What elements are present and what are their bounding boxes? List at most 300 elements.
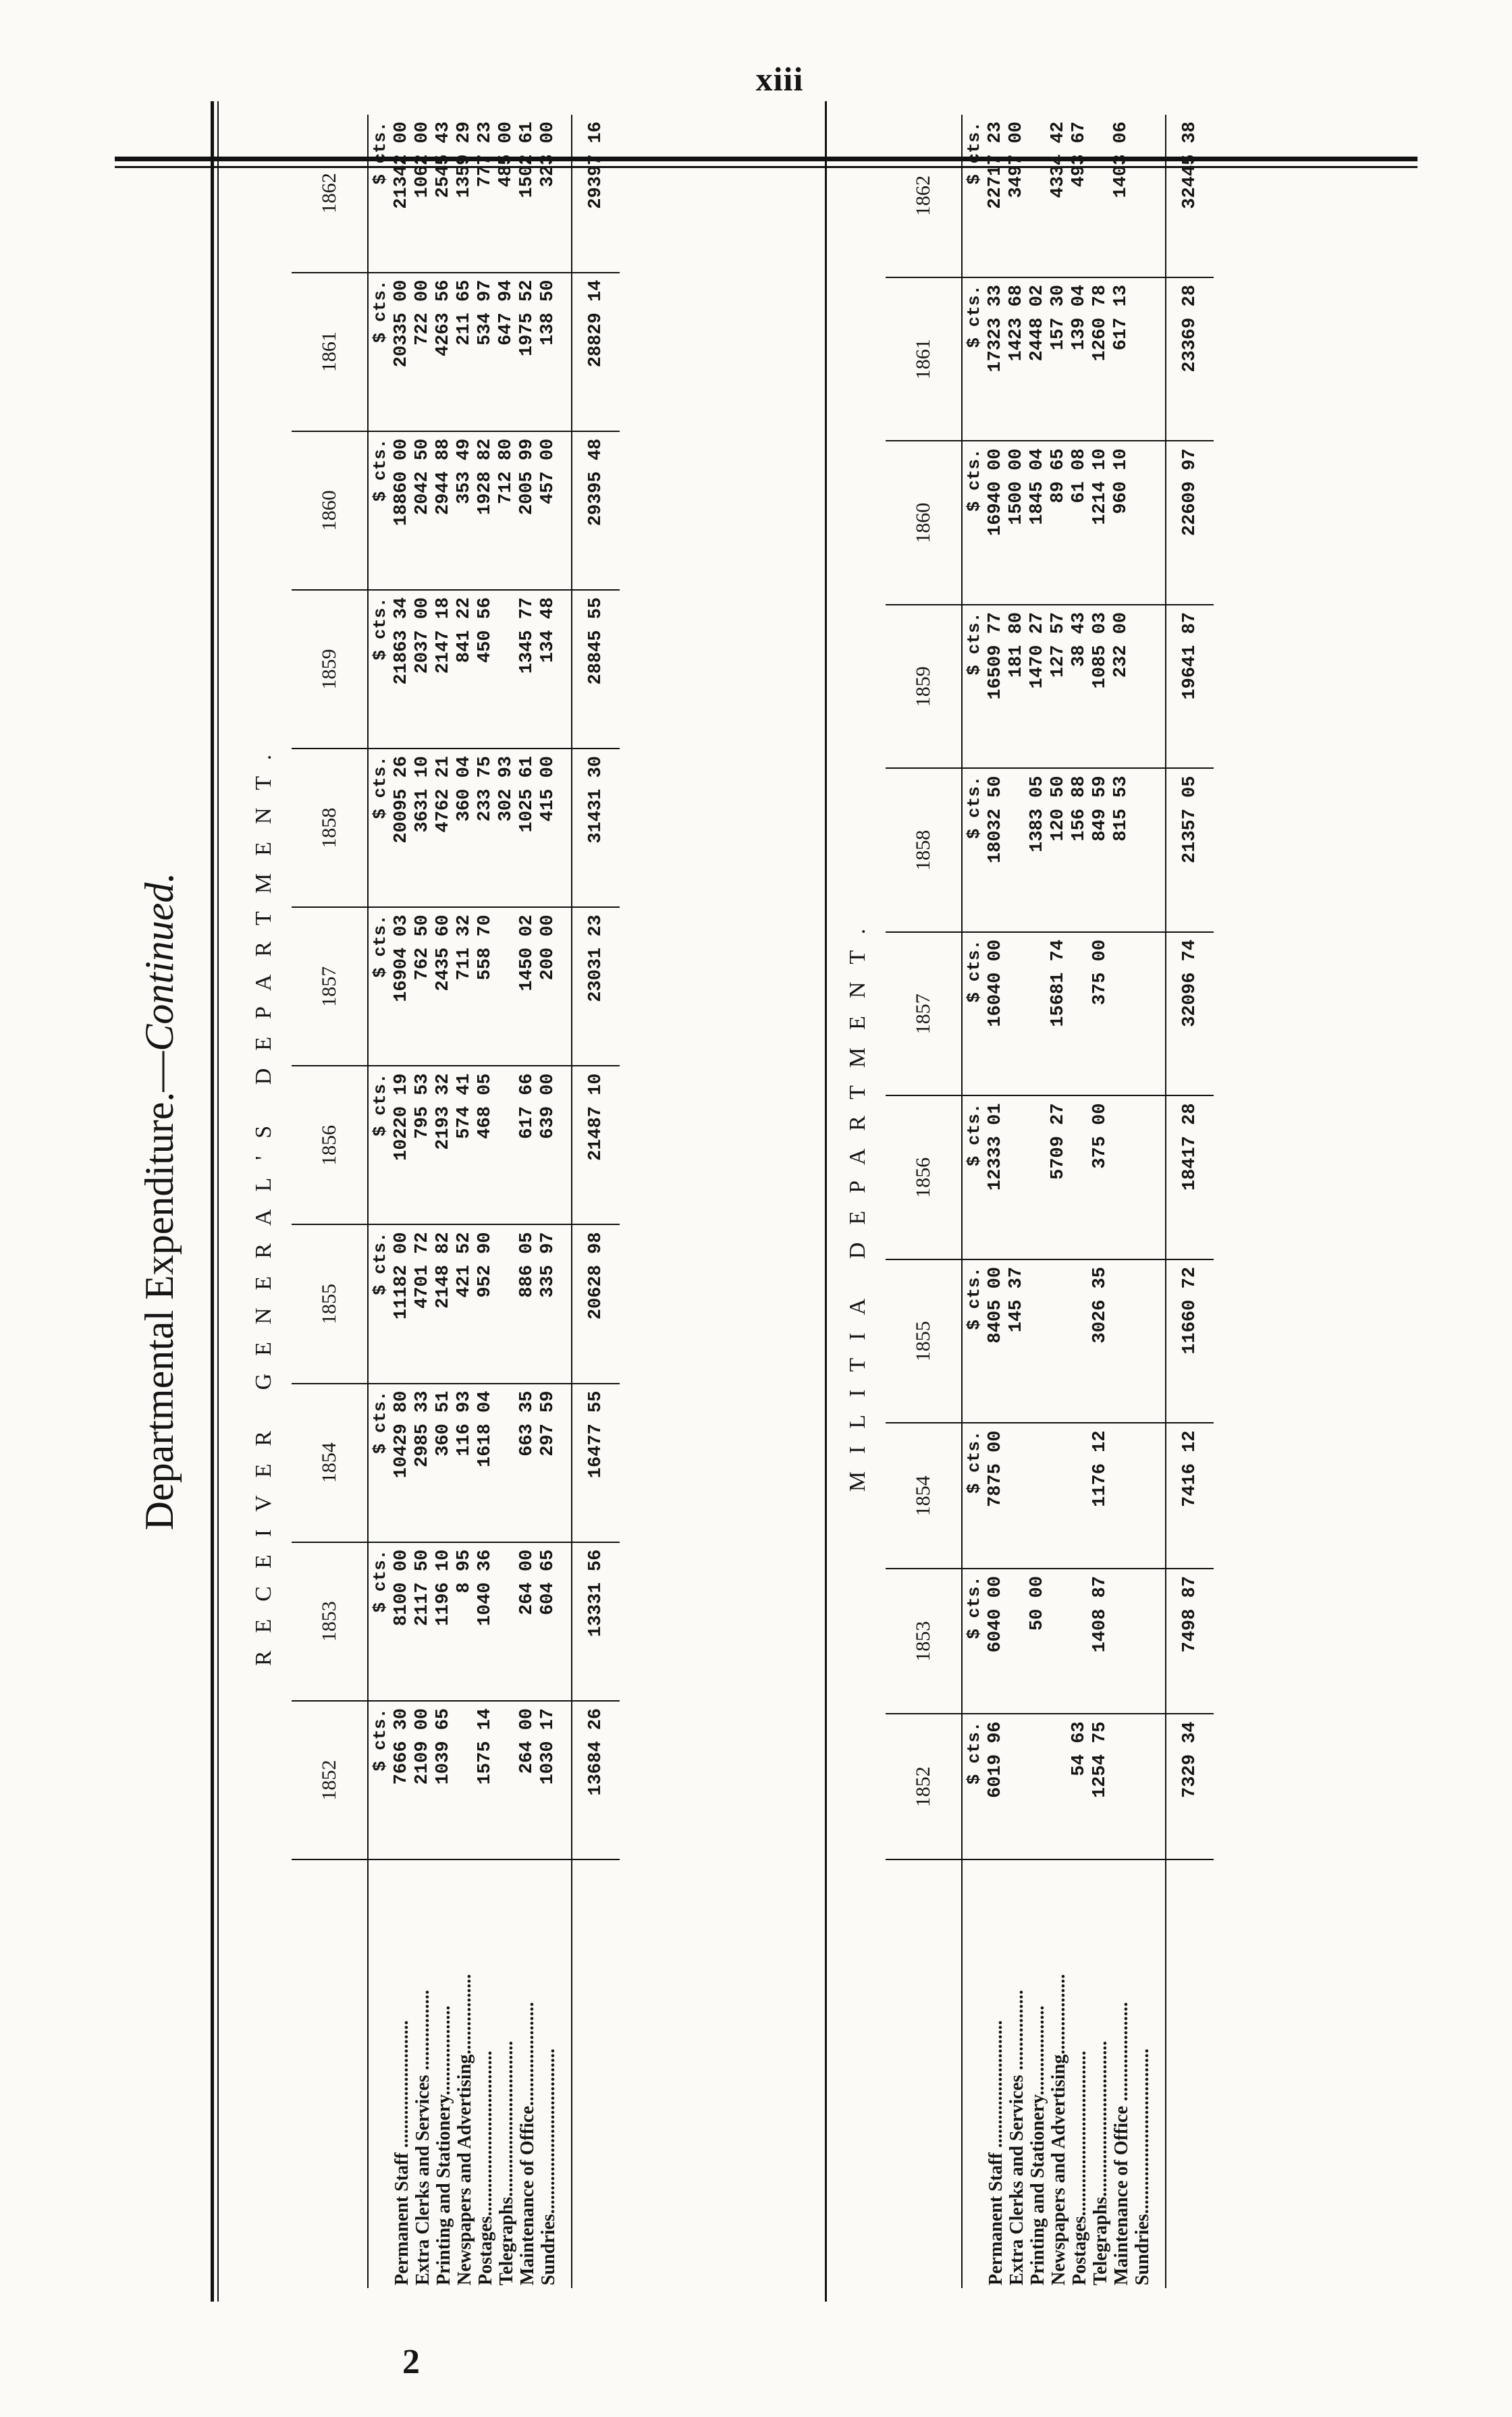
- total-cell: 18417 28: [1166, 1095, 1214, 1259]
- value-cell: [1132, 277, 1153, 441]
- value-cell: [1111, 932, 1132, 1096]
- value-cell: [1090, 115, 1111, 277]
- value-cell: 1040 36: [475, 1542, 496, 1701]
- total-cell: 28829 14: [572, 273, 620, 431]
- value-cell: 120 50: [1048, 768, 1069, 932]
- spacer-cell: [559, 1701, 572, 1859]
- total-cell: 7329 34: [1166, 1714, 1214, 1859]
- table-row: [986, 115, 1006, 2288]
- year-header: 1861: [292, 273, 368, 431]
- table-row: [1132, 115, 1153, 2288]
- table-row: [412, 115, 433, 2288]
- value-cell: 3497 00: [1006, 115, 1027, 277]
- value-cell: [1069, 1423, 1090, 1569]
- year-header: 1856: [292, 1066, 368, 1224]
- value-cell: 604 65: [538, 1542, 559, 1701]
- value-cell: 1030 17: [538, 1701, 559, 1859]
- row-label: Printing and Stationery...................: [433, 2005, 454, 2285]
- value-cell: 1214 10: [1090, 441, 1111, 605]
- value-cell: 762 50: [412, 907, 433, 1066]
- spacer-cell: [1153, 1095, 1166, 1259]
- total-cell: 7498 87: [1166, 1569, 1214, 1714]
- unit-row-label: [368, 1859, 392, 2288]
- value-cell: 16940 00: [986, 441, 1006, 605]
- value-cell: 12333 01: [986, 1095, 1006, 1259]
- total-cell: 11660 72: [1166, 1259, 1214, 1423]
- unit-cell: $ cts.: [962, 932, 986, 1096]
- spacer-cell: [559, 1384, 572, 1542]
- value-cell: 18860 00: [392, 431, 412, 590]
- value-cell: 2944 88: [433, 431, 454, 590]
- value-cell: [1132, 115, 1153, 277]
- total-cell: 32445 38: [1166, 115, 1214, 277]
- value-cell: [1132, 1569, 1153, 1714]
- value-cell: [1048, 1714, 1069, 1859]
- year-header: 1857: [886, 932, 962, 1096]
- spacer-cell: [559, 907, 572, 1066]
- value-cell: 4263 56: [433, 273, 454, 431]
- year-header: 1854: [886, 1423, 962, 1569]
- value-cell: 22717 23: [986, 115, 1006, 277]
- year-header: 1859: [292, 590, 368, 749]
- section-divider: [825, 101, 827, 2302]
- footer-mark: 2: [402, 2343, 420, 2381]
- value-cell: [1132, 441, 1153, 605]
- value-cell: 2005 99: [517, 431, 538, 590]
- value-cell: 181 80: [1006, 605, 1027, 769]
- value-cell: [1006, 768, 1027, 932]
- row-label: Extra Clerks and Services .................: [1006, 1990, 1027, 2285]
- row-label: Newspapers and Advertising.................: [454, 1974, 475, 2285]
- value-cell: 960 10: [1111, 441, 1132, 605]
- year-header: 1860: [886, 441, 962, 605]
- row-label: Telegraphs.................................: [1090, 2040, 1111, 2285]
- spacer-cell: [1153, 1259, 1166, 1423]
- total-cell: 22609 97: [1166, 441, 1214, 605]
- spacer-cell: [559, 1542, 572, 1701]
- value-cell: [1027, 115, 1048, 277]
- value-cell: 617 13: [1111, 277, 1132, 441]
- unit-cell: $ cts.: [368, 1384, 392, 1542]
- table-row: [1111, 115, 1132, 2288]
- value-cell: 663 35: [517, 1384, 538, 1542]
- year-header: 1861: [886, 277, 962, 441]
- value-cell: [1048, 1569, 1069, 1714]
- unit-cell: $ cts.: [962, 1423, 986, 1569]
- spacer-cell: [559, 273, 572, 431]
- table-row: [496, 115, 517, 2288]
- value-cell: 17323 33: [986, 277, 1006, 441]
- value-cell: 639 00: [538, 1066, 559, 1224]
- value-cell: 421 52: [454, 1224, 475, 1383]
- value-cell: [1006, 1569, 1027, 1714]
- value-cell: [1006, 932, 1027, 1096]
- unit-cell: $ cts.: [962, 441, 986, 605]
- value-cell: [496, 1701, 517, 1859]
- title-continued: Continued.: [137, 872, 182, 1052]
- value-cell: 21863 34: [392, 590, 412, 749]
- table-row: [392, 115, 412, 2288]
- row-label: Sundries...................................: [538, 2048, 559, 2285]
- year-header: 1852: [292, 1701, 368, 1859]
- rotated-table-page: [123, 88, 1405, 2315]
- value-cell: 558 70: [475, 907, 496, 1066]
- year-header: 1857: [292, 907, 368, 1066]
- value-cell: 139 04: [1069, 277, 1090, 441]
- value-cell: [1132, 1095, 1153, 1259]
- value-cell: 4701 72: [412, 1224, 433, 1383]
- value-cell: [1132, 932, 1153, 1096]
- value-cell: [1027, 1423, 1048, 1569]
- value-cell: [1132, 605, 1153, 769]
- value-cell: 89 65: [1048, 441, 1069, 605]
- value-cell: [1111, 1095, 1132, 1259]
- spacer-cell: [559, 590, 572, 749]
- value-cell: 485 00: [496, 115, 517, 273]
- year-header: 1858: [886, 768, 962, 932]
- year-header: 1854: [292, 1384, 368, 1542]
- total-cell: 13331 56: [572, 1542, 620, 1701]
- value-cell: 1928 82: [475, 431, 496, 590]
- value-cell: 1383 05: [1027, 768, 1048, 932]
- unit-cell: $ cts.: [962, 1714, 986, 1859]
- value-cell: 6040 00: [986, 1569, 1006, 1714]
- value-cell: [1048, 1423, 1069, 1569]
- label-column-header: [886, 1859, 962, 2288]
- label-column-header: [292, 1859, 368, 2288]
- total-cell: 29395 48: [572, 431, 620, 590]
- value-cell: 2037 00: [412, 590, 433, 749]
- spacer-cell: [1153, 932, 1166, 1096]
- value-cell: 1254 75: [1090, 1714, 1111, 1859]
- value-cell: [1027, 1259, 1048, 1423]
- value-cell: [496, 590, 517, 749]
- unit-cell: $ cts.: [368, 749, 392, 907]
- unit-cell: $ cts.: [962, 115, 986, 277]
- total-cell: 7416 12: [1166, 1423, 1214, 1569]
- value-cell: 360 51: [433, 1384, 454, 1542]
- spacer-cell: [559, 1224, 572, 1383]
- table-row: [433, 115, 454, 2288]
- value-cell: 4762 21: [433, 749, 454, 907]
- value-cell: 10220 19: [392, 1066, 412, 1224]
- value-cell: 8 95: [454, 1542, 475, 1701]
- year-header: 1853: [886, 1569, 962, 1714]
- total-cell: 32096 74: [1166, 932, 1214, 1096]
- total-row: [572, 115, 620, 2288]
- value-cell: 21342 00: [392, 115, 412, 273]
- year-header: 1855: [886, 1259, 962, 1423]
- value-cell: 1500 00: [1006, 441, 1027, 605]
- spacer-cell: [1153, 441, 1166, 605]
- unit-cell: $ cts.: [368, 1066, 392, 1224]
- unit-cell: $ cts.: [368, 115, 392, 273]
- value-cell: 777 23: [475, 115, 496, 273]
- spacer-cell: [1153, 768, 1166, 932]
- unit-row-label: [962, 1859, 986, 2288]
- value-cell: 1176 12: [1090, 1423, 1111, 1569]
- value-cell: 1450 02: [517, 907, 538, 1066]
- year-header: 1862: [886, 115, 962, 277]
- total-cell: 19641 87: [1166, 605, 1214, 769]
- row-label: Maintenance of Office .....................: [1111, 2002, 1132, 2285]
- spacer-cell: [559, 431, 572, 590]
- unit-cell: $ cts.: [368, 1224, 392, 1383]
- table-row: [517, 115, 538, 2288]
- receiver-general-heading: RECEIVER GENERAL'S DEPARTMENT.: [251, 736, 276, 1666]
- value-cell: 712 80: [496, 431, 517, 590]
- spacer-cell: [559, 1066, 572, 1224]
- value-cell: 841 22: [454, 590, 475, 749]
- value-cell: 1345 77: [517, 590, 538, 749]
- total-label: [572, 1859, 620, 2288]
- unit-cell: $ cts.: [962, 768, 986, 932]
- row-label: Maintenance of Office......................: [517, 2002, 538, 2285]
- value-cell: [1069, 1095, 1090, 1259]
- value-cell: 1423 68: [1006, 277, 1027, 441]
- value-cell: [1132, 1259, 1153, 1423]
- unit-cell: $ cts.: [368, 431, 392, 590]
- total-cell: 16477 55: [572, 1384, 620, 1542]
- unit-cell: $ cts.: [368, 907, 392, 1066]
- militia-table: [886, 115, 1214, 2288]
- left-double-rule-2: [217, 101, 219, 2302]
- unit-cell: $ cts.: [962, 1095, 986, 1259]
- militia-heading: MILITIA DEPARTMENT.: [845, 911, 870, 1492]
- value-cell: [1132, 768, 1153, 932]
- value-cell: 617 66: [517, 1066, 538, 1224]
- spacer-cell: [559, 1859, 572, 2288]
- value-cell: 1196 10: [433, 1542, 454, 1701]
- value-cell: 353 49: [454, 431, 475, 590]
- value-cell: 647 94: [496, 273, 517, 431]
- table-row: [1090, 115, 1111, 2288]
- value-cell: 16904 03: [392, 907, 412, 1066]
- total-cell: 23369 28: [1166, 277, 1214, 441]
- value-cell: 7875 00: [986, 1423, 1006, 1569]
- table-row: [475, 115, 496, 2288]
- year-header: 1853: [292, 1542, 368, 1701]
- value-cell: 38 43: [1069, 605, 1090, 769]
- value-cell: [1132, 1714, 1153, 1859]
- value-cell: 15681 74: [1048, 932, 1069, 1096]
- spacer-cell: [1153, 277, 1166, 441]
- value-cell: 2117 50: [412, 1542, 433, 1701]
- value-cell: 2147 18: [433, 590, 454, 749]
- value-cell: 2109 00: [412, 1701, 433, 1859]
- value-cell: 20335 00: [392, 273, 412, 431]
- value-cell: 1085 03: [1090, 605, 1111, 769]
- value-cell: 18032 50: [986, 768, 1006, 932]
- value-cell: [496, 1066, 517, 1224]
- value-cell: 127 57: [1048, 605, 1069, 769]
- value-cell: [496, 907, 517, 1066]
- unit-cell: $ cts.: [368, 273, 392, 431]
- value-cell: 7666 30: [392, 1701, 412, 1859]
- year-header: 1852: [886, 1714, 962, 1859]
- value-cell: 16509 77: [986, 605, 1006, 769]
- value-cell: 2042 50: [412, 431, 433, 590]
- value-cell: 264 00: [517, 1542, 538, 1701]
- value-cell: 50 00: [1027, 1569, 1048, 1714]
- unit-cell: $ cts.: [962, 277, 986, 441]
- value-cell: [496, 1224, 517, 1383]
- total-cell: 23031 23: [572, 907, 620, 1066]
- value-cell: 335 97: [538, 1224, 559, 1383]
- value-cell: 4334 42: [1048, 115, 1069, 277]
- value-cell: 711 32: [454, 907, 475, 1066]
- value-cell: 722 00: [412, 273, 433, 431]
- value-cell: [1006, 1095, 1027, 1259]
- value-cell: 233 75: [475, 749, 496, 907]
- spacer-cell: [1153, 1714, 1166, 1859]
- value-cell: 375 00: [1090, 932, 1111, 1096]
- value-cell: [1027, 1095, 1048, 1259]
- value-cell: 2545 43: [433, 115, 454, 273]
- year-header: 1858: [292, 749, 368, 907]
- value-cell: [496, 1384, 517, 1542]
- total-cell: 31431 30: [572, 749, 620, 907]
- value-cell: [1006, 1714, 1027, 1859]
- value-cell: 323 00: [538, 115, 559, 273]
- value-cell: 211 65: [454, 273, 475, 431]
- value-cell: 952 90: [475, 1224, 496, 1383]
- value-cell: 138 50: [538, 273, 559, 431]
- title-main: Departmental Expenditure.—: [137, 1051, 182, 1531]
- table-row: [1048, 115, 1069, 2288]
- value-cell: 815 53: [1111, 768, 1132, 932]
- value-cell: 795 53: [412, 1066, 433, 1224]
- value-cell: 468 05: [475, 1066, 496, 1224]
- value-cell: 450 56: [475, 590, 496, 749]
- value-cell: 2435 60: [433, 907, 454, 1066]
- value-cell: [1069, 1569, 1090, 1714]
- value-cell: 10429 80: [392, 1384, 412, 1542]
- table-row: [454, 115, 475, 2288]
- spacer-cell: [559, 749, 572, 907]
- value-cell: 457 00: [538, 431, 559, 590]
- value-cell: 574 41: [454, 1066, 475, 1224]
- value-cell: [1132, 1423, 1153, 1569]
- year-header: 1856: [886, 1095, 962, 1259]
- total-label: [1166, 1859, 1214, 2288]
- spacer-cell: [1153, 605, 1166, 769]
- value-cell: 54 63: [1069, 1714, 1090, 1859]
- value-cell: 157 30: [1048, 277, 1069, 441]
- total-cell: 21357 05: [1166, 768, 1214, 932]
- spacer-cell: [1153, 1569, 1166, 1714]
- year-header: 1862: [292, 115, 368, 273]
- value-cell: 6019 96: [986, 1714, 1006, 1859]
- year-header: 1859: [886, 605, 962, 769]
- value-cell: 1470 27: [1027, 605, 1048, 769]
- value-cell: 134 48: [538, 590, 559, 749]
- value-cell: [1069, 1259, 1090, 1423]
- value-cell: 849 59: [1090, 768, 1111, 932]
- value-cell: 297 59: [538, 1384, 559, 1542]
- value-cell: 1039 65: [433, 1701, 454, 1859]
- row-label: Postages...................................: [1069, 2051, 1090, 2285]
- value-cell: 534 97: [475, 273, 496, 431]
- year-header: 1855: [292, 1224, 368, 1383]
- value-cell: 20095 26: [392, 749, 412, 907]
- value-cell: 1618 04: [475, 1384, 496, 1542]
- value-cell: [1069, 932, 1090, 1096]
- value-cell: [496, 1542, 517, 1701]
- value-cell: [1006, 1423, 1027, 1569]
- row-label: Newspapers and Advertising.................: [1048, 1974, 1069, 2285]
- value-cell: 886 05: [517, 1224, 538, 1383]
- value-cell: [1048, 1259, 1069, 1423]
- spacer-cell: [1153, 1423, 1166, 1569]
- value-cell: 1845 04: [1027, 441, 1048, 605]
- value-cell: [1111, 1423, 1132, 1569]
- unit-cell: $ cts.: [962, 1569, 986, 1714]
- value-cell: 1062 00: [412, 115, 433, 273]
- left-double-rule-1: [211, 101, 214, 2302]
- value-cell: 264 00: [517, 1701, 538, 1859]
- value-cell: 232 00: [1111, 605, 1132, 769]
- spacer-cell: [559, 115, 572, 273]
- value-cell: [1111, 1569, 1132, 1714]
- value-cell: 11182 00: [392, 1224, 412, 1383]
- table-row: [1069, 115, 1090, 2288]
- value-cell: 5709 27: [1048, 1095, 1069, 1259]
- row-label: Extra Clerks and Services .................: [412, 1990, 433, 2285]
- total-cell: 20628 98: [572, 1224, 620, 1383]
- value-cell: 360 04: [454, 749, 475, 907]
- value-cell: 1025 61: [517, 749, 538, 907]
- page-number: xiii: [755, 60, 804, 98]
- spacer-cell: [1153, 115, 1166, 277]
- row-label: Telegraphs.................................: [496, 2040, 517, 2285]
- value-cell: 16040 00: [986, 932, 1006, 1096]
- value-cell: 3026 35: [1090, 1259, 1111, 1423]
- value-cell: 1359 29: [454, 115, 475, 273]
- value-cell: 1403 06: [1111, 115, 1132, 277]
- total-cell: 28845 55: [572, 590, 620, 749]
- value-cell: 2448 02: [1027, 277, 1048, 441]
- total-cell: 21487 10: [572, 1066, 620, 1224]
- value-cell: [1027, 1714, 1048, 1859]
- value-cell: 8405 00: [986, 1259, 1006, 1423]
- row-label: Permanent Staff ...........................: [392, 2020, 412, 2285]
- spacer-cell: [1153, 1859, 1166, 2288]
- unit-cell: $ cts.: [368, 1542, 392, 1701]
- value-cell: 1502 61: [517, 115, 538, 273]
- page-title: [136, 88, 183, 2315]
- row-label: Permanent Staff ...........................: [986, 2020, 1006, 2285]
- unit-cell: $ cts.: [368, 590, 392, 749]
- year-header: 1860: [292, 431, 368, 590]
- receiver-general-table: [292, 115, 620, 2288]
- table-row: [1027, 115, 1048, 2288]
- value-cell: 2193 32: [433, 1066, 454, 1224]
- value-cell: 156 88: [1069, 768, 1090, 932]
- value-cell: 2985 33: [412, 1384, 433, 1542]
- total-cell: 13684 26: [572, 1701, 620, 1859]
- total-cell: 29397 16: [572, 115, 620, 273]
- value-cell: 116 93: [454, 1384, 475, 1542]
- value-cell: 302 93: [496, 749, 517, 907]
- table-row: [1006, 115, 1027, 2288]
- value-cell: [454, 1701, 475, 1859]
- row-label: Postages...................................: [475, 2051, 496, 2285]
- value-cell: 3631 10: [412, 749, 433, 907]
- value-cell: [1111, 1714, 1132, 1859]
- value-cell: 1260 78: [1090, 277, 1111, 441]
- unit-cell: $ cts.: [962, 1259, 986, 1423]
